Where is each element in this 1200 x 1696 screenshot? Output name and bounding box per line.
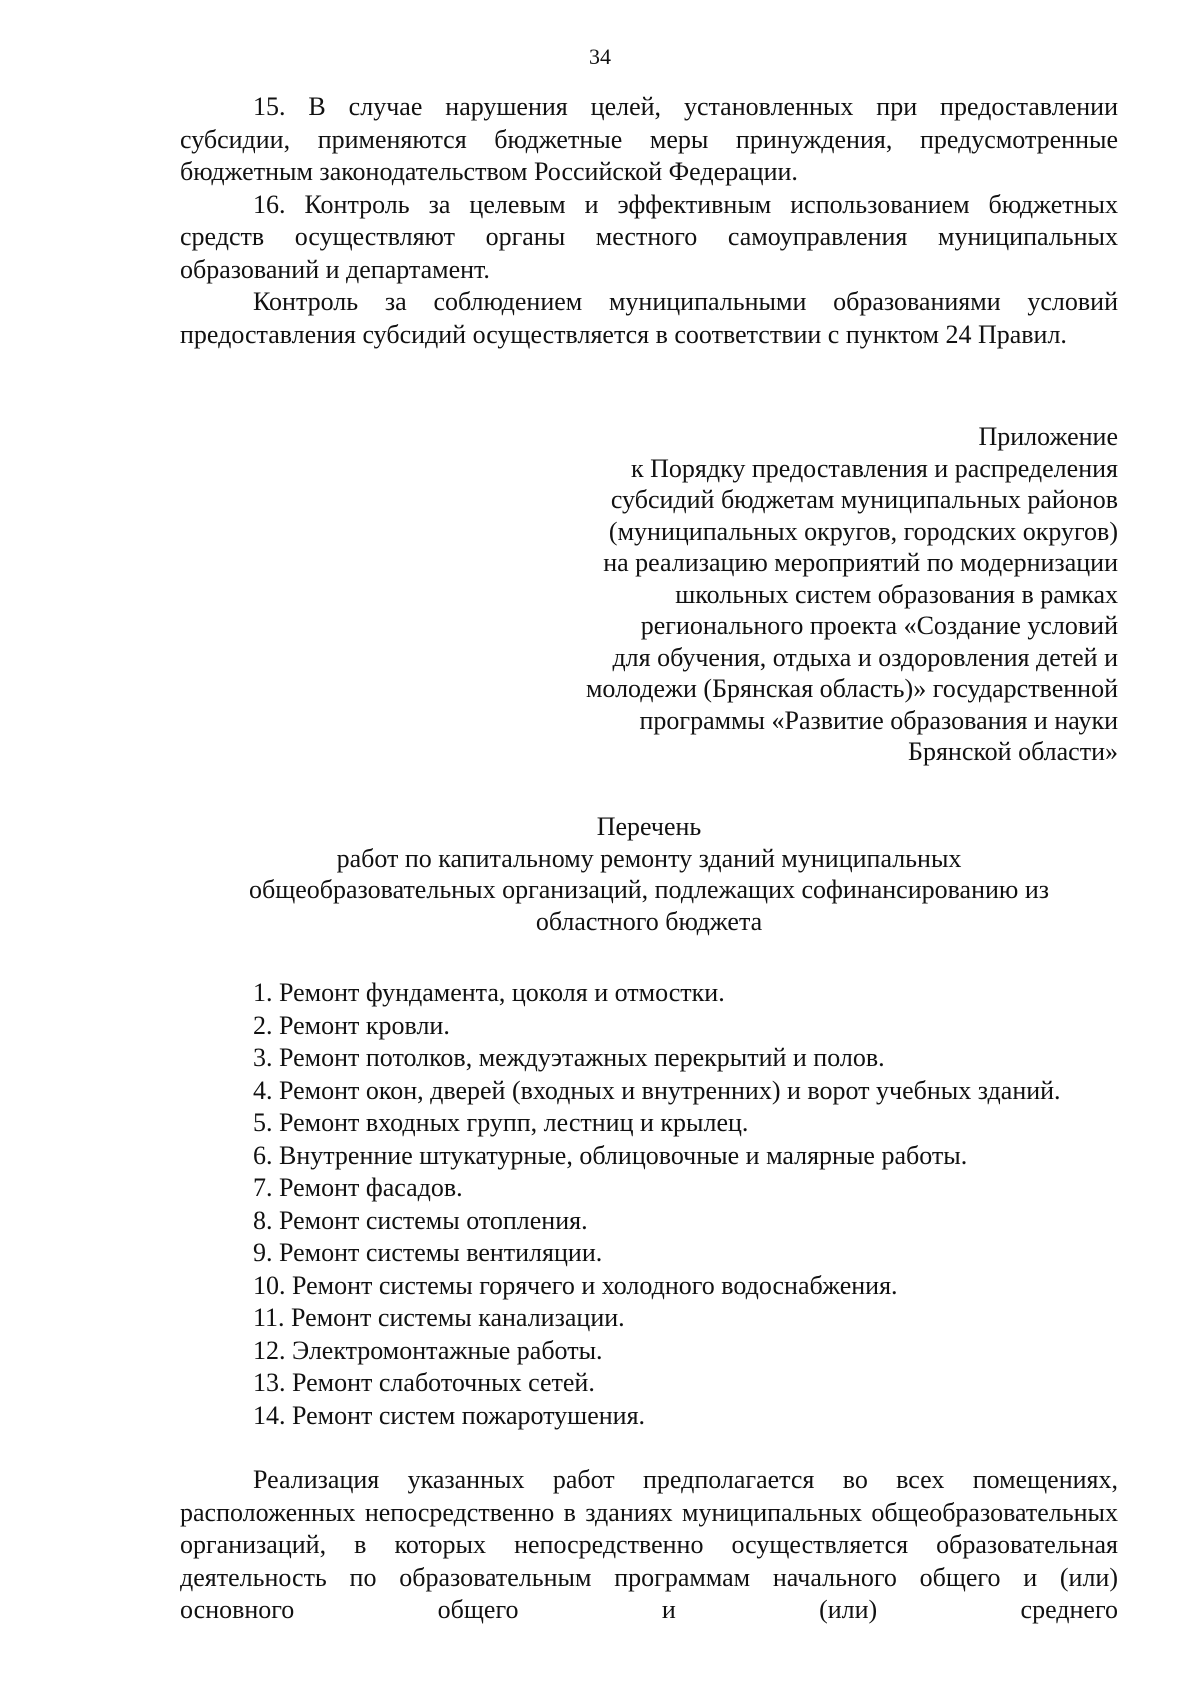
appendix-header (478, 421, 1118, 768)
appendix-line: к Порядку предоставления и распределения (630, 453, 1118, 483)
appendix-line: Брянской области» (908, 737, 1118, 766)
list-item: 1. Ремонт фундамента, цоколя и отмостки. (253, 978, 725, 1007)
appendix-line: (муниципальных округов, городских округов) (608, 516, 1118, 546)
paragraph-15: 15. В случае нарушения целей, установленных при предоставлении субсидии, применяются бюджетные меры принуждения, предусмотренные бюджетным законодательством Российской Федерации. (180, 92, 1118, 186)
list-item: 11. Ремонт системы канализации. (253, 1303, 625, 1332)
list-item: 12. Электромонтажные работы. (253, 1335, 603, 1365)
list-item: 13. Ремонт слаботочных сетей. (253, 1368, 595, 1397)
appendix-line: для обучения, отдыха и оздоровления детей и (612, 642, 1118, 672)
list-item: 14. Ремонт систем пожаротушения. (253, 1400, 646, 1430)
title-line: Перечень (596, 812, 702, 841)
list-item: 8. Ремонт системы отопления. (253, 1205, 588, 1235)
body-paragraphs (180, 91, 1118, 351)
list-item: 7. Ремонт фасадов. (253, 1173, 463, 1202)
list-item: 3. Ремонт потолков, междуэтажных перекрытий и полов. (253, 1043, 885, 1072)
appendix-line: молодежи (Брянская область)» государственной (585, 674, 1118, 703)
final-paragraph-block (180, 1464, 1118, 1627)
list-item: 2. Ремонт кровли. (253, 1010, 450, 1040)
title-line: общеобразовательных организаций, подлежащих софинансированию из (248, 875, 1050, 904)
list-item: 6. Внутренние штукатурные, облицовочные и малярные работы. (253, 1140, 968, 1170)
appendix-line: на реализацию мероприятий по модернизации (603, 548, 1118, 577)
paragraph-16: 16. Контроль за целевым и эффективным использованием бюджетных средств осуществляют органы местного самоуправления муниципальных образований и департамент. (180, 189, 1118, 284)
appendix-line: программы «Развитие образования и науки (639, 705, 1118, 735)
list-item: 5. Ремонт входных групп, лестниц и крылец. (253, 1108, 749, 1137)
appendix-line: субсидий бюджетам муниципальных районов (610, 485, 1118, 514)
page-number: 34 (589, 44, 611, 69)
appendix-line: регионального проекта «Создание условий (640, 611, 1118, 640)
final-paragraph: Реализация указанных работ предполагается во всех помещениях, расположенных непосредственно в зданиях муниципальных общеобразовательных организаций, в которых непосредственно осуществляется образовательная деятельность по образовательным программам начального общего и (или) основного общего и (или) среднего (180, 1465, 1118, 1624)
works-list (180, 977, 1118, 1432)
appendix-line: школьных систем образования в рамках (675, 579, 1118, 609)
title-line: работ по капитальному ремонту зданий муниципальных (336, 843, 962, 873)
title-line: областного бюджета (535, 906, 763, 936)
list-item: 9. Ремонт системы вентиляции. (253, 1238, 603, 1267)
appendix-line: Приложение (978, 422, 1118, 451)
document-title (180, 811, 1118, 937)
paragraph-control: Контроль за соблюдением муниципальными образованиями условий предоставления субсидий осуществляется в соответствии с пунктом 24 Правил. (180, 287, 1118, 349)
list-item: 10. Ремонт системы горячего и холодного водоснабжения. (253, 1270, 898, 1300)
list-item: 4. Ремонт окон, дверей (входных и внутренних) и ворот учебных зданий. (253, 1075, 1061, 1105)
